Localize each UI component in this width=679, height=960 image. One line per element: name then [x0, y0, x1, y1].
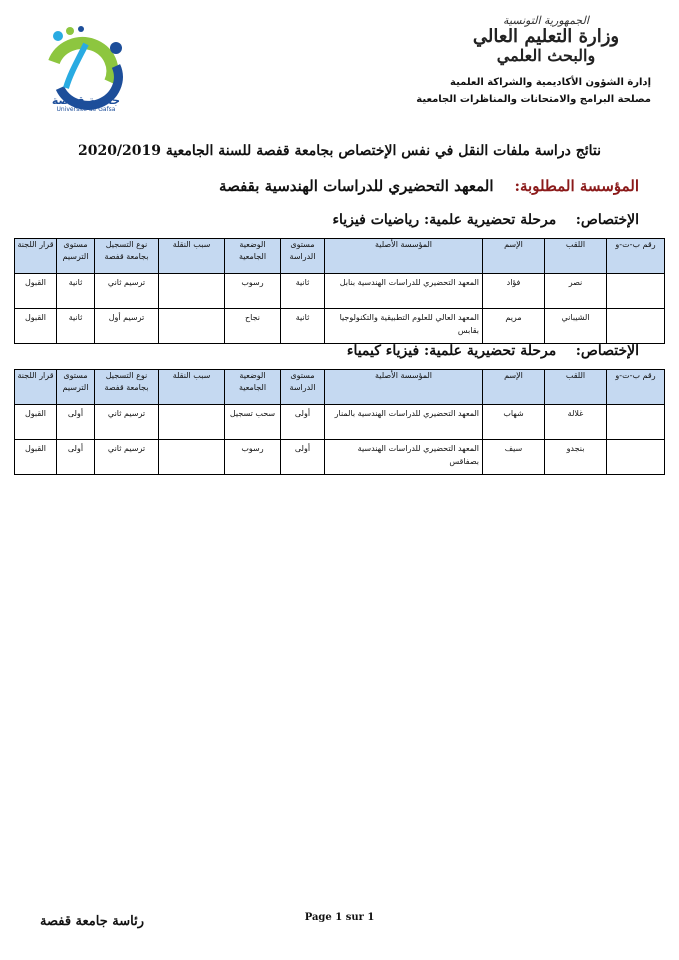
header-lastname: اللقب	[545, 370, 607, 405]
header-firstname: الإسم	[483, 370, 545, 405]
cell-reason	[159, 405, 225, 440]
cell-reason	[159, 440, 225, 475]
logo-caption	[40, 94, 132, 113]
header-id: رقم ب-ت-و	[607, 239, 665, 274]
document-title: نتائج دراسة ملفات النقل في نفس الإختصاص بجامعة قفصة للسنة الجامعية 2020/2019	[77, 143, 602, 159]
cell-lastname: غلالة	[545, 405, 607, 440]
table-header-row	[15, 239, 665, 274]
header-decision: قرار اللجنة	[15, 370, 57, 405]
cell-lastname: بنجدو	[545, 440, 607, 475]
table-row	[15, 440, 665, 475]
cell-id	[607, 440, 665, 475]
cell-reg-type: ترسيم أول	[95, 309, 159, 344]
header-reg-type: نوع التسجيل بجامعة قفصة	[95, 239, 159, 274]
specialty-line-1	[332, 212, 639, 228]
cell-firstname: شهاب	[483, 405, 545, 440]
cell-level: ثانية	[281, 274, 325, 309]
cell-origin: المعهد التحضيري للدراسات الهندسية بصفاقس	[325, 440, 483, 475]
cell-decision: القبول	[15, 405, 57, 440]
header-reason: سبب النقلة	[159, 239, 225, 274]
cell-lastname: الشيباني	[545, 309, 607, 344]
header-reg-level: مستوى الترسيم	[57, 370, 95, 405]
cell-level: ثانية	[281, 309, 325, 344]
header-level: مستوى الدراسة	[281, 370, 325, 405]
header-reg-type: نوع التسجيل بجامعة قفصة	[95, 370, 159, 405]
cell-status: سحب تسجيل	[225, 405, 281, 440]
institution-label: المؤسسة المطلوبة:	[514, 177, 639, 195]
cell-reg-level: أولى	[57, 440, 95, 475]
specialty-line-2	[347, 343, 639, 359]
cell-decision: القبول	[15, 309, 57, 344]
ministry-header	[401, 14, 651, 105]
header-id: رقم ب-ت-و	[607, 370, 665, 405]
cell-reg-type: ترسيم ثاني	[95, 440, 159, 475]
header-status: الوضعية الجامعية	[225, 370, 281, 405]
specialty-value: مرحلة تحضيرية علمية: رياضيات فيزياء	[332, 212, 557, 228]
cell-status: نجاح	[225, 309, 281, 344]
republic-name: الجمهورية التونسية	[503, 14, 589, 27]
directorate-name: إدارة الشؤون الأكاديمية والشراكة العلمية	[450, 77, 651, 88]
cell-reason	[159, 309, 225, 344]
header-lastname: اللقب	[545, 239, 607, 274]
specialty-value: مرحلة تحضيرية علمية: فيزياء كيمياء	[346, 343, 557, 359]
cell-decision: القبول	[15, 274, 57, 309]
cell-reg-type: ترسيم ثاني	[95, 405, 159, 440]
results-table-2	[14, 369, 665, 475]
signature-text: رئاسة جامعة قفصة	[40, 914, 145, 929]
specialty-label: الإختصاص:	[575, 212, 639, 228]
service-name: مصلحة البرامج والامتحانات والمناظرات الجامعية	[416, 94, 651, 105]
cell-reg-type: ترسيم ثاني	[95, 274, 159, 309]
cell-status: رسوب	[225, 440, 281, 475]
ministry-name-line2: والبحث العلمي	[496, 46, 596, 65]
cell-firstname: سيف	[483, 440, 545, 475]
cell-status: رسوب	[225, 274, 281, 309]
cell-origin: المعهد العالي للعلوم التطبيقية والتكنولوجيا بقابس	[325, 309, 483, 344]
header-reason: سبب النقلة	[159, 370, 225, 405]
cell-level: أولى	[281, 440, 325, 475]
header-origin: المؤسسة الأصلية	[325, 370, 483, 405]
cell-id	[607, 309, 665, 344]
cell-decision: القبول	[15, 440, 57, 475]
cell-firstname: فؤاد	[483, 274, 545, 309]
cell-reg-level: أولى	[57, 405, 95, 440]
cell-reason	[159, 274, 225, 309]
header-origin: المؤسسة الأصلية	[325, 239, 483, 274]
ministry-name-line1: وزارة التعليم العالي	[472, 26, 620, 47]
specialty-label: الإختصاص:	[575, 343, 639, 359]
header-decision: قرار اللجنة	[15, 239, 57, 274]
cell-lastname: نصر	[545, 274, 607, 309]
cell-origin: المعهد التحضيري للدراسات الهندسية بالمنار	[325, 405, 483, 440]
header-reg-level: مستوى الترسيم	[57, 239, 95, 274]
cell-reg-level: ثانية	[57, 309, 95, 344]
cell-origin: المعهد التحضيري للدراسات الهندسية بنابل	[325, 274, 483, 309]
institution-line	[219, 177, 639, 195]
logo-text-arabic: جامعة قفصة	[51, 94, 121, 107]
cell-id	[607, 405, 665, 440]
cell-id	[607, 274, 665, 309]
table-header-row	[15, 370, 665, 405]
results-table-1	[14, 238, 665, 344]
cell-level: أولى	[281, 405, 325, 440]
table-row	[15, 309, 665, 344]
cell-firstname: مريم	[483, 309, 545, 344]
table-row	[15, 405, 665, 440]
institution-value: المعهد التحضيري للدراسات الهندسية بقفصة	[219, 177, 494, 195]
table-row	[15, 274, 665, 309]
page-number: Page 1 sur 1	[304, 912, 375, 923]
cell-reg-level: ثانية	[57, 274, 95, 309]
header-status: الوضعية الجامعية	[225, 239, 281, 274]
header-firstname: الإسم	[483, 239, 545, 274]
logo-text-french: Université de Gafsa	[56, 106, 116, 113]
header-level: مستوى الدراسة	[281, 239, 325, 274]
